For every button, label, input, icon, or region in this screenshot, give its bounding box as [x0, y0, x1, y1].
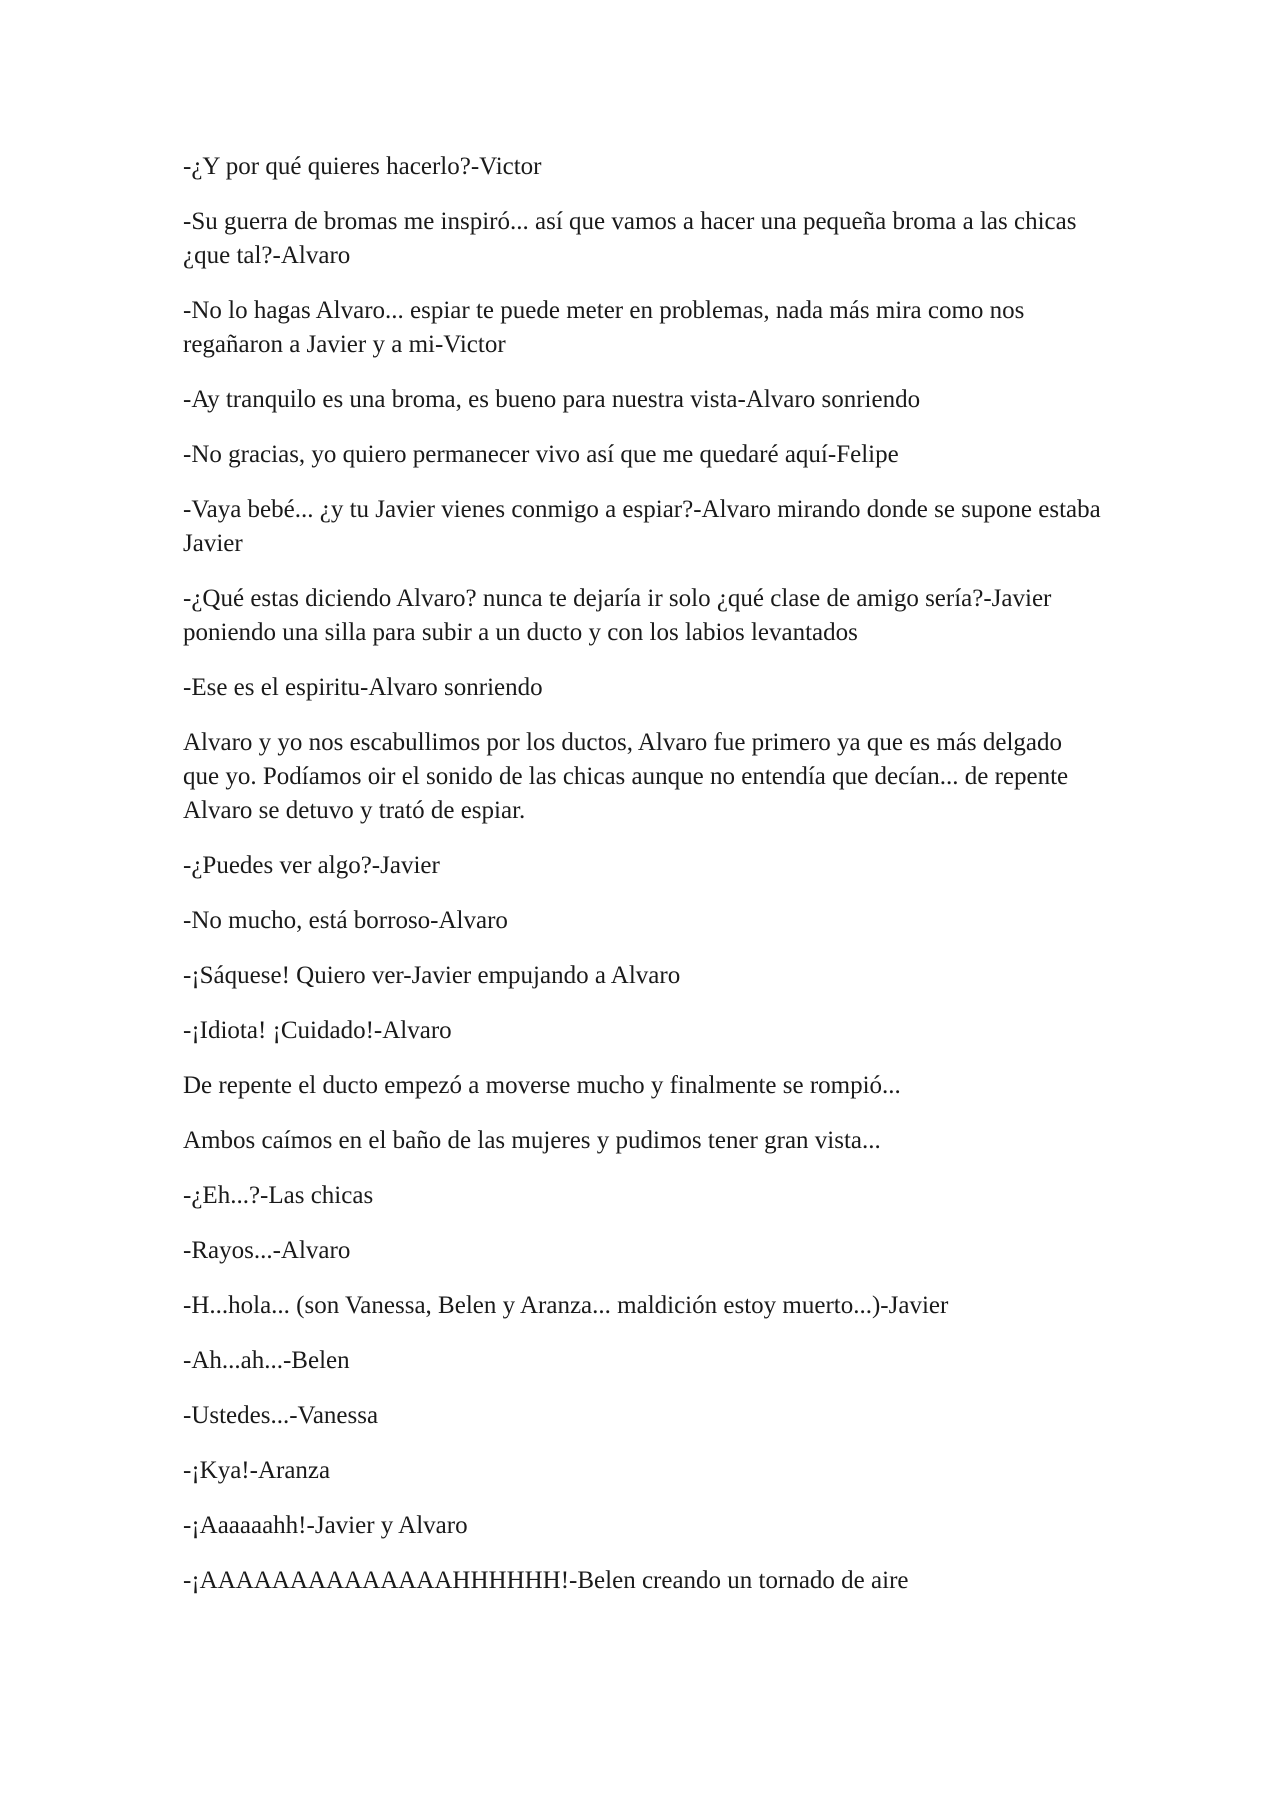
paragraph: -¿Eh...?-Las chicas — [183, 1182, 374, 1209]
paragraph: -No lo hagas Alvaro... espiar te puede meter en problemas, nada más mira como nos regañaron a Javier y a mi-Victor — [183, 297, 1025, 358]
paragraph: -No gracias, yo quiero permanecer vivo así que me quedaré aquí-Felipe — [183, 441, 899, 468]
paragraph: -No mucho, está borroso-Alvaro — [183, 907, 508, 934]
paragraph: Ambos caímos en el baño de las mujeres y pudimos tener gran vista... — [183, 1127, 881, 1154]
paragraph: -¿Puedes ver algo?-Javier — [183, 852, 440, 879]
document-body — [183, 150, 1103, 1619]
paragraph: -¡Idiota! ¡Cuidado!-Alvaro — [183, 1017, 452, 1044]
paragraph: -¡Kya!-Aranza — [183, 1457, 331, 1484]
paragraph: Alvaro y yo nos escabullimos por los ductos, Alvaro fue primero ya que es más delgado que yo. Podíamos oir el sonido de las chicas aunque no entendía que decían... de repente Alvaro se detuvo y trató de espiar. — [183, 729, 1069, 824]
paragraph: De repente el ducto empezó a moverse mucho y finalmente se rompió... — [183, 1072, 901, 1099]
paragraph: -¿Y por qué quieres hacerlo?-Victor — [183, 153, 542, 180]
paragraph: -¡AAAAAAAAAAAAAAHHHHHH!-Belen creando un tornado de aire — [183, 1567, 909, 1594]
paragraph: -¡Sáquese! Quiero ver-Javier empujando a Alvaro — [183, 962, 681, 989]
paragraph: -Ay tranquilo es una broma, es bueno para nuestra vista-Alvaro sonriendo — [183, 386, 921, 413]
paragraph: -¿Qué estas diciendo Alvaro? nunca te dejaría ir solo ¿qué clase de amigo sería?-Javier poniendo una silla para subir a un ducto y con los labios levantados — [183, 585, 1052, 646]
paragraph: -Ese es el espiritu-Alvaro sonriendo — [183, 674, 543, 701]
paragraph: -Ustedes...-Vanessa — [183, 1402, 379, 1429]
paragraph: -Su guerra de bromas me inspiró... así que vamos a hacer una pequeña broma a las chicas ¿que tal?-Alvaro — [183, 208, 1077, 269]
paragraph: -Rayos...-Alvaro — [183, 1237, 351, 1264]
paragraph: -Vaya bebé... ¿y tu Javier vienes conmigo a espiar?-Alvaro mirando donde se supone estaba Javier — [183, 496, 1101, 557]
paragraph: -H...hola... (son Vanessa, Belen y Aranza... maldición estoy muerto...)-Javier — [183, 1292, 949, 1319]
paragraph: -¡Aaaaaahh!-Javier y Alvaro — [183, 1512, 468, 1539]
paragraph: -Ah...ah...-Belen — [183, 1347, 350, 1374]
